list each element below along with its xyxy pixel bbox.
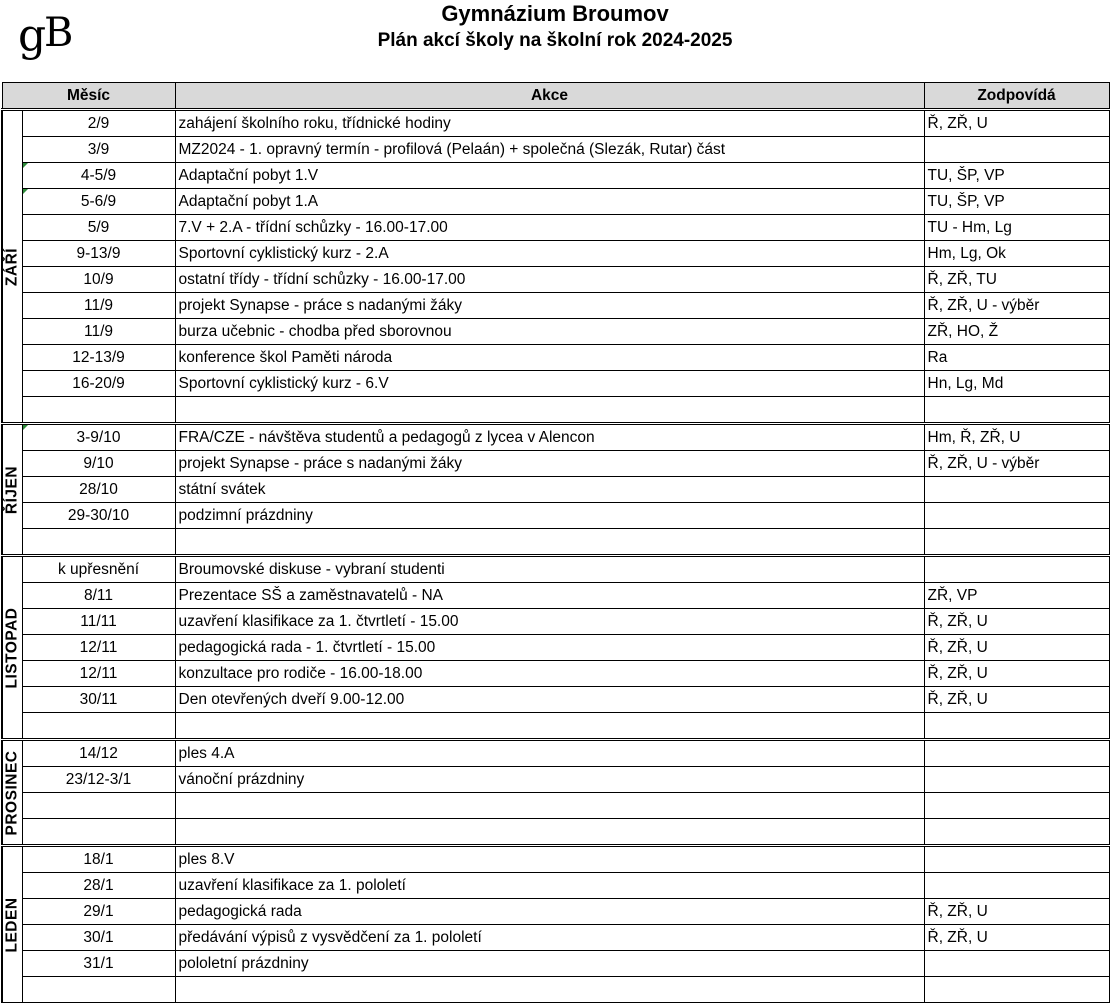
table-row	[2, 424, 1109, 451]
event-cell: konference škol Paměti národa	[175, 345, 924, 371]
date-cell: 11/9	[22, 319, 175, 345]
event-cell: Sportovní cyklistický kurz - 6.V	[175, 371, 924, 397]
table-body	[2, 110, 1109, 1003]
event-cell: burza učebnic - chodba před sborovnou	[175, 319, 924, 345]
table-row	[2, 371, 1109, 397]
date-cell: 11/9	[22, 293, 175, 319]
table-row	[2, 215, 1109, 241]
date-cell: 9-13/9	[22, 241, 175, 267]
event-cell: Adaptační pobyt 1.A	[175, 189, 924, 215]
table-row	[2, 767, 1109, 793]
event-cell: pedagogická rada	[175, 899, 924, 925]
responsible-cell: Ř, ZŘ, U - výběr	[924, 293, 1109, 319]
month-cell	[2, 846, 22, 1003]
events-table	[1, 82, 1110, 1003]
date-cell	[22, 713, 175, 740]
date-cell: 5/9	[22, 215, 175, 241]
responsible-cell	[924, 793, 1109, 819]
event-cell	[175, 793, 924, 819]
responsible-cell: ZŘ, VP	[924, 583, 1109, 609]
date-cell: 12/11	[22, 661, 175, 687]
responsible-cell: TU - Hm, Lg	[924, 215, 1109, 241]
event-cell	[175, 397, 924, 424]
date-cell: 11/11	[22, 609, 175, 635]
responsible-cell	[924, 137, 1109, 163]
table-row	[2, 110, 1109, 137]
column-header-month: Měsíc	[2, 83, 175, 110]
date-cell: 29/1	[22, 899, 175, 925]
table-row	[2, 319, 1109, 345]
responsible-cell	[924, 767, 1109, 793]
responsible-cell: Ra	[924, 345, 1109, 371]
table-row	[2, 163, 1109, 189]
month-label: ŘÍJEN	[3, 465, 21, 514]
event-cell: ples 8.V	[175, 846, 924, 873]
event-cell: státní svátek	[175, 477, 924, 503]
event-cell: projekt Synapse - práce s nadanými žáky	[175, 293, 924, 319]
responsible-cell	[924, 740, 1109, 767]
event-cell	[175, 977, 924, 1003]
event-cell: pedagogická rada - 1. čtvrtletí - 15.00	[175, 635, 924, 661]
table-row	[2, 556, 1109, 583]
svg-text:g: g	[18, 10, 47, 61]
column-header-event: Akce	[175, 83, 924, 110]
event-cell: Broumovské diskuse - vybraní studenti	[175, 556, 924, 583]
responsible-cell: ZŘ, HO, Ž	[924, 319, 1109, 345]
date-cell: 4-5/9	[22, 163, 175, 189]
event-cell: pololetní prázdniny	[175, 951, 924, 977]
document-title: Plán akcí školy na školní rok 2024-2025	[377, 30, 733, 51]
table-row	[2, 529, 1109, 556]
date-cell: 5-6/9	[22, 189, 175, 215]
responsible-cell	[924, 477, 1109, 503]
table-header-row	[2, 83, 1109, 110]
event-cell: FRA/CZE - návštěva studentů a pedagogů z lycea v Alencon	[175, 424, 924, 451]
table-row	[2, 740, 1109, 767]
table-row	[2, 793, 1109, 819]
responsible-cell: Ř, ZŘ, U	[924, 609, 1109, 635]
date-cell: 28/1	[22, 873, 175, 899]
date-cell	[22, 819, 175, 846]
date-cell: 14/12	[22, 740, 175, 767]
column-header-responsible: Zodpovídá	[924, 83, 1109, 110]
responsible-cell: TU, ŠP, VP	[924, 163, 1109, 189]
event-cell: uzavření klasifikace za 1. čtvrtletí - 15.00	[175, 609, 924, 635]
table-row	[2, 241, 1109, 267]
event-cell: předávání výpisů z vysvědčení za 1. pololetí	[175, 925, 924, 951]
table-row	[2, 951, 1109, 977]
table-row	[2, 899, 1109, 925]
table-row	[2, 451, 1109, 477]
month-cell	[2, 110, 22, 424]
table-row	[2, 713, 1109, 740]
date-cell: 18/1	[22, 846, 175, 873]
month-label: LEDEN	[3, 896, 21, 953]
date-cell	[22, 397, 175, 424]
responsible-cell	[924, 951, 1109, 977]
event-cell: zahájení školního roku, třídnické hodiny	[175, 110, 924, 137]
date-cell: 29-30/10	[22, 503, 175, 529]
event-cell: Den otevřených dveří 9.00-12.00	[175, 687, 924, 713]
responsible-cell: Ř, ZŘ, U - výběr	[924, 451, 1109, 477]
table-row	[2, 661, 1109, 687]
table-row	[2, 397, 1109, 424]
event-cell: Prezentace SŠ a zaměstnavatelů - NA	[175, 583, 924, 609]
responsible-cell	[924, 713, 1109, 740]
date-cell	[22, 529, 175, 556]
table-row	[2, 267, 1109, 293]
date-cell: 16-20/9	[22, 371, 175, 397]
responsible-cell: Ř, ZŘ, TU	[924, 267, 1109, 293]
table-row	[2, 687, 1109, 713]
month-cell	[2, 740, 22, 846]
responsible-cell	[924, 556, 1109, 583]
month-label: LISTOPAD	[3, 607, 21, 688]
month-cell	[2, 556, 22, 740]
table-row	[2, 189, 1109, 215]
event-cell: podzimní prázdniny	[175, 503, 924, 529]
event-cell	[175, 713, 924, 740]
responsible-cell: Ř, ZŘ, U	[924, 635, 1109, 661]
table-row	[2, 137, 1109, 163]
date-cell: 23/12-3/1	[22, 767, 175, 793]
date-cell: 3-9/10	[22, 424, 175, 451]
month-label: ZÁŘÍ	[3, 247, 21, 286]
event-cell: 7.V + 2.A - třídní schůzky - 16.00-17.00	[175, 215, 924, 241]
date-cell	[22, 977, 175, 1003]
responsible-cell: Ř, ZŘ, U	[924, 925, 1109, 951]
event-cell: konzultace pro rodiče - 16.00-18.00	[175, 661, 924, 687]
date-cell: 30/11	[22, 687, 175, 713]
table-row	[2, 609, 1109, 635]
table-row	[2, 819, 1109, 846]
event-cell: Adaptační pobyt 1.V	[175, 163, 924, 189]
responsible-cell: TU, ŠP, VP	[924, 189, 1109, 215]
responsible-cell	[924, 819, 1109, 846]
table-row	[2, 345, 1109, 371]
responsible-cell: Hn, Lg, Md	[924, 371, 1109, 397]
event-cell: Sportovní cyklistický kurz - 2.A	[175, 241, 924, 267]
date-cell: 30/1	[22, 925, 175, 951]
svg-text:B: B	[44, 10, 74, 56]
responsible-cell	[924, 846, 1109, 873]
event-cell: vánoční prázdniny	[175, 767, 924, 793]
event-cell	[175, 529, 924, 556]
table-row	[2, 583, 1109, 609]
responsible-cell: Ř, ZŘ, U	[924, 899, 1109, 925]
date-cell: k upřesnění	[22, 556, 175, 583]
school-name: Gymnázium Broumov	[441, 1, 669, 26]
table-row	[2, 846, 1109, 873]
month-cell	[2, 424, 22, 556]
date-cell: 8/11	[22, 583, 175, 609]
table-row	[2, 977, 1109, 1003]
date-cell: 3/9	[22, 137, 175, 163]
date-cell: 9/10	[22, 451, 175, 477]
responsible-cell: Ř, ZŘ, U	[924, 110, 1109, 137]
date-cell: 31/1	[22, 951, 175, 977]
event-cell: uzavření klasifikace za 1. pololetí	[175, 873, 924, 899]
date-cell: 12-13/9	[22, 345, 175, 371]
table-row	[2, 635, 1109, 661]
responsible-cell: Ř, ZŘ, U	[924, 687, 1109, 713]
responsible-cell: Hm, Ř, ZŘ, U	[924, 424, 1109, 451]
date-cell: 2/9	[22, 110, 175, 137]
date-cell: 12/11	[22, 635, 175, 661]
event-cell: ostatní třídy - třídní schůzky - 16.00-17.00	[175, 267, 924, 293]
month-label: PROSINEC	[3, 750, 21, 835]
event-cell	[175, 819, 924, 846]
table-row	[2, 477, 1109, 503]
event-cell: projekt Synapse - práce s nadanými žáky	[175, 451, 924, 477]
responsible-cell	[924, 397, 1109, 424]
date-cell	[22, 793, 175, 819]
responsible-cell	[924, 529, 1109, 556]
responsible-cell	[924, 503, 1109, 529]
event-cell: MZ2024 - 1. opravný termín - profilová (Pelaán) + společná (Slezák, Rutar) část	[175, 137, 924, 163]
date-cell: 10/9	[22, 267, 175, 293]
table-row	[2, 293, 1109, 319]
table-row	[2, 503, 1109, 529]
responsible-cell: Ř, ZŘ, U	[924, 661, 1109, 687]
event-cell: ples 4.A	[175, 740, 924, 767]
responsible-cell: Hm, Lg, Ok	[924, 241, 1109, 267]
table-row	[2, 925, 1109, 951]
date-cell: 28/10	[22, 477, 175, 503]
responsible-cell	[924, 977, 1109, 1003]
responsible-cell	[924, 873, 1109, 899]
table-row	[2, 873, 1109, 899]
